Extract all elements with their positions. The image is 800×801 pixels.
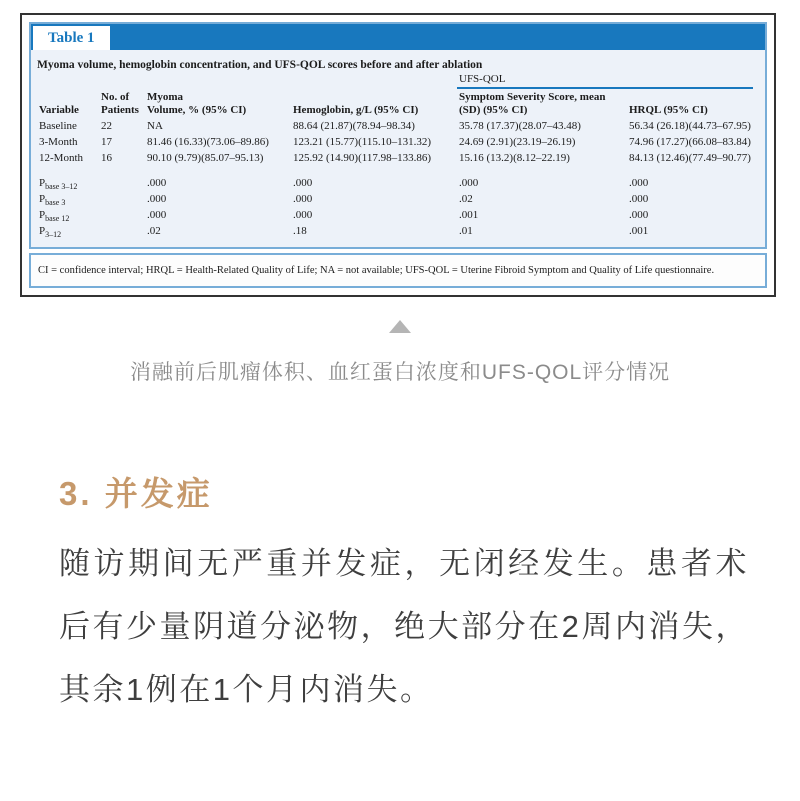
- table-label-bar: [31, 24, 765, 50]
- cell-hemoglobin: .000: [293, 193, 313, 205]
- cell-hemoglobin: 125.92 (14.90)(117.98–133.86): [293, 152, 431, 164]
- cell-sss: 15.16 (13.2)(8.12–22.19): [459, 152, 570, 164]
- cell-sss: 24.69 (2.91)(23.19–26.19): [459, 136, 576, 148]
- col-line: Myoma: [147, 91, 184, 103]
- col-patients: [99, 88, 145, 118]
- cell-patients: [99, 207, 145, 223]
- cell-hrql: .000: [629, 193, 649, 205]
- col-variable: Variable: [39, 104, 79, 116]
- cell-sss: .01: [459, 225, 473, 237]
- cell-hemoglobin: 88.64 (21.87)(78.94–98.34): [293, 120, 415, 132]
- caption-pointer-icon: [389, 320, 411, 333]
- cell-variable: $P_{3-12}$: [39, 225, 62, 240]
- cell-hrql: 84.13 (12.46)(77.49–90.77): [629, 152, 751, 164]
- col-line: No. of: [101, 91, 130, 103]
- table-box: [29, 22, 767, 249]
- section-heading: 3. 并发症: [59, 475, 213, 512]
- cell-sss: .000: [459, 177, 479, 189]
- cell-variable: Baseline: [39, 120, 77, 132]
- cell-myoma: NA: [147, 120, 163, 132]
- cell-sss: .001: [459, 209, 479, 221]
- col-line: Symptom Severity Score, mean: [459, 91, 606, 103]
- cell-myoma: .000: [147, 193, 167, 205]
- table-row: [37, 134, 753, 150]
- col-hemoglobin: Hemoglobin, g/L (95% CI): [293, 104, 419, 116]
- table-footnote: CI = confidence interval; HRQL = Health-Related Quality of Life; NA = not available; UFS-QOL = Uterine Fibroid Symptom and Quality of Life questionnaire.: [29, 253, 767, 288]
- group-header-spacer: [37, 71, 457, 88]
- cell-myoma: 81.46 (16.33)(73.06–89.86): [147, 136, 269, 148]
- cell-patients: [99, 166, 145, 191]
- cell-patients: [99, 223, 145, 239]
- table-row: [37, 118, 753, 134]
- col-hrql: HRQL (95% CI): [629, 104, 708, 116]
- cell-sss: 35.78 (17.37)(28.07–43.48): [459, 120, 581, 132]
- data-table: [37, 71, 753, 239]
- table-label: Table 1: [33, 26, 110, 50]
- table-row: [37, 166, 753, 191]
- group-header-row: [37, 71, 753, 88]
- cell-hrql: .000: [629, 177, 649, 189]
- cell-patients: 17: [101, 136, 112, 148]
- table-row: [37, 207, 753, 223]
- cell-hemoglobin: 123.21 (15.77)(115.10–131.32): [293, 136, 431, 148]
- col-myoma-volume: [145, 88, 291, 118]
- cell-hrql: .000: [629, 209, 649, 221]
- col-line: Patients: [101, 104, 139, 116]
- cell-hemoglobin: .000: [293, 209, 313, 221]
- table-title: Myoma volume, hemoglobin concentration, and UFS-QOL scores before and after ablation: [37, 59, 483, 71]
- cell-variable: $P_{base 3}$: [39, 193, 66, 208]
- column-header-row: [37, 88, 753, 118]
- group-header-ufsqol: UFS-QOL: [457, 71, 753, 88]
- cell-sss: .02: [459, 193, 473, 205]
- table-rows: [37, 118, 753, 239]
- cell-myoma: .000: [147, 177, 167, 189]
- cell-patients: [99, 191, 145, 207]
- cell-myoma: .02: [147, 225, 161, 237]
- table-row: [37, 223, 753, 239]
- cell-hrql: 74.96 (17.27)(66.08–83.84): [629, 136, 751, 148]
- cell-patients: 16: [101, 152, 112, 164]
- figure-caption: 消融前后肌瘤体积、血红蛋白浓度和UFS-QOL评分情况: [129, 361, 671, 384]
- col-line: Volume, % (95% CI): [147, 104, 247, 116]
- cell-variable: $P_{base 3-12}$: [39, 177, 78, 192]
- cell-myoma: 90.10 (9.79)(85.07–95.13): [147, 152, 264, 164]
- table-row: [37, 191, 753, 207]
- cell-hrql: .001: [629, 225, 649, 237]
- section-paragraph: 随访期间无严重并发症，无闭经发生。患者术后有少量阴道分泌物，绝大部分在2周内消失，其余1例在1个月内消失。: [59, 546, 749, 707]
- cell-variable: 12-Month: [39, 152, 83, 164]
- cell-variable: $P_{base 12}$: [39, 209, 70, 224]
- table-row: [37, 150, 753, 166]
- cell-variable: 3-Month: [39, 136, 78, 148]
- col-line: (SD) (95% CI): [459, 104, 528, 116]
- cell-hemoglobin: .000: [293, 177, 313, 189]
- table-figure-image[interactable]: [20, 13, 776, 297]
- cell-hrql: 56.34 (26.18)(44.73–67.95): [629, 120, 751, 132]
- cell-myoma: .000: [147, 209, 167, 221]
- col-symptom-severity: [457, 88, 627, 118]
- cell-patients: 22: [101, 120, 112, 132]
- cell-hemoglobin: .18: [293, 225, 307, 237]
